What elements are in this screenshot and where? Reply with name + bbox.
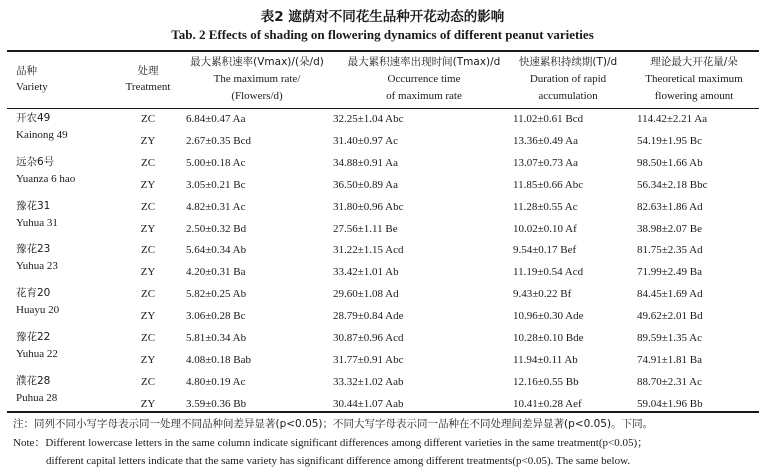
table-cell-treatment: ZC [140,244,156,256]
table-cell-treatment: ZC [140,113,156,125]
table-cell-duration: 9.43±0.22 Bf [513,288,572,300]
header-vmax-en2: (Flowers/d) [231,90,283,102]
note-en-line2: different capital letters indicate that the same variety has significant difference among different treatments(p<0.05). The same below. [46,455,631,467]
table-cell-treatment: ZY [140,266,156,278]
table-cell-theoretical: 114.42±2.21 Aa [637,113,708,125]
table-title-en: Tab. 2 Effects of shading on flowering dynamics of different peanut varieties [171,27,594,42]
table-cell-duration: 11.85±0.66 Abc [513,179,584,191]
table-cell-duration: 12.16±0.55 Bb [513,376,579,388]
table-cell-theoretical: 38.98±2.07 Be [637,223,703,235]
variety-name-en: Puhua 28 [16,392,58,404]
table-cell-vmax: 3.06±0.28 Bc [186,310,246,322]
variety-name-cn: 豫花22 [16,331,51,343]
table-cell-vmax: 4.82±0.31 Ac [186,201,246,213]
header-duration-en2: accumulation [538,90,598,102]
table-cell-theoretical: 82.63±1.86 Ad [637,201,703,213]
table-cell-treatment: ZY [140,310,156,322]
table-cell-theoretical: 74.91±1.81 Ba [637,354,703,366]
table-cell-tmax: 34.88±0.91 Aa [333,157,399,169]
table-cell-tmax: 33.32±1.02 Aab [333,376,404,388]
table-cell-tmax: 31.40±0.97 Ac [333,135,399,147]
table-cell-theoretical: 71.99±2.49 Ba [637,266,703,278]
table-cell-duration: 9.54±0.17 Bef [513,244,577,256]
table-cell-treatment: ZC [140,376,156,388]
header-vmax-en1: The maximum rate/ [213,73,301,85]
table-cell-treatment: ZY [140,354,156,366]
table-cell-duration: 11.02±0.61 Bcd [513,113,584,125]
header-duration-cn: 快速累积持续期(T)/d [518,56,618,68]
table-cell-vmax: 3.59±0.36 Bb [186,398,247,410]
variety-name-en: Kainong 49 [16,129,68,141]
note-en-line1: Note：Different lowercase letters in the same column indicate significant differences among different varieties in the same treatment(p<0.05)； [13,437,649,449]
table-cell-theoretical: 84.45±1.69 Ad [637,288,703,300]
table-cell-vmax: 2.67±0.35 Bcd [186,135,252,147]
variety-name-cn: 花育20 [16,287,51,299]
header-tmax-en2: of maximum rate [386,90,462,102]
header-tmax-cn: 最大累积速率出现时间(Tmax)/d [347,56,501,68]
table-cell-duration: 11.19±0.54 Acd [513,266,584,278]
table-cell-vmax: 4.08±0.18 Bab [186,354,252,366]
table-cell-theoretical: 59.04±1.96 Bb [637,398,703,410]
table-cell-treatment: ZY [140,179,156,191]
table-cell-theoretical: 54.19±1.95 Bc [637,135,703,147]
table-cell-vmax: 4.20±0.31 Ba [186,266,246,278]
header-variety-cn: 品种 [16,65,37,77]
variety-name-cn: 开农49 [16,112,51,124]
table-title-cn: 表2 遮荫对不同花生品种开花动态的影响 [260,9,505,25]
table-cell-treatment: ZC [140,157,156,169]
header-variety-en: Variety [16,81,48,93]
header-theoretical-en1: Theoretical maximum [645,73,743,85]
table-cell-tmax: 29.60±1.08 Ad [333,288,399,300]
table-cell-tmax: 36.50±0.89 Aa [333,179,399,191]
variety-name-en: Yuhua 23 [16,260,58,272]
header-tmax-en1: Occurrence time [387,73,461,85]
variety-name-en: Huayu 20 [16,304,60,316]
table-cell-tmax: 28.79±0.84 Ade [333,310,404,322]
table-cell-duration: 10.02±0.10 Af [513,223,577,235]
variety-name-en: Yuhua 22 [16,348,58,360]
table-cell-vmax: 5.82±0.25 Ab [186,288,247,300]
table-cell-tmax: 31.80±0.96 Abc [333,201,404,213]
variety-name-cn: 豫花31 [16,200,51,212]
table-cell-theoretical: 89.59±1.35 Ac [637,332,703,344]
table-cell-duration: 10.96±0.30 Ade [513,310,584,322]
table-cell-tmax: 31.77±0.91 Abc [333,354,404,366]
table-cell-duration: 10.41±0.28 Aef [513,398,582,410]
table-cell-duration: 13.07±0.73 Aa [513,157,579,169]
table-cell-vmax: 3.05±0.21 Bc [186,179,246,191]
table-cell-tmax: 30.44±1.07 Aab [333,398,404,410]
table-cell-tmax: 33.42±1.01 Ab [333,266,399,278]
table-cell-theoretical: 98.50±1.66 Ab [637,157,703,169]
table-cell-vmax: 4.80±0.19 Ac [186,376,246,388]
variety-name-cn: 远杂6号 [16,156,55,168]
header-treatment-en: Treatment [125,81,171,93]
table-cell-theoretical: 88.70±2.31 Ac [637,376,703,388]
note-cn: 注：同列不同小写字母表示同一处理不同品种间差异显著(p<0.05)；不同大写字母表示同一品种在不同处理间差异显著(p<0.05)。下同。 [13,418,654,430]
table-cell-treatment: ZC [140,201,156,213]
header-rule [7,108,759,109]
table-cell-vmax: 5.64±0.34 Ab [186,244,247,256]
table-cell-tmax: 32.25±1.04 Abc [333,113,404,125]
table-cell-duration: 11.94±0.11 Ab [513,354,578,366]
variety-name-cn: 豫花23 [16,243,51,255]
table-cell-tmax: 30.87±0.96 Acd [333,332,404,344]
table-cell-treatment: ZC [140,288,156,300]
table-cell-theoretical: 56.34±2.18 Bbc [637,179,708,191]
variety-name-en: Yuanza 6 hao [16,173,76,185]
table-cell-vmax: 5.81±0.34 Ab [186,332,247,344]
header-vmax-cn: 最大累积速率(Vmax)/(朵/d) [190,56,324,68]
bottom-rule [7,411,759,413]
header-theoretical-cn: 理论最大开花量/朵 [650,56,738,68]
table-cell-vmax: 2.50±0.32 Bd [186,223,247,235]
header-theoretical-en2: flowering amount [654,90,734,102]
variety-name-cn: 濮花28 [16,375,51,387]
table-cell-vmax: 6.84±0.47 Aa [186,113,246,125]
table-cell-duration: 13.36±0.49 Aa [513,135,579,147]
table-cell-treatment: ZY [140,398,156,410]
table-cell-treatment: ZY [140,135,156,147]
table-cell-vmax: 5.00±0.18 Ac [186,157,246,169]
table-cell-duration: 11.28±0.55 Ac [513,201,578,213]
table-cell-treatment: ZC [140,332,156,344]
table-cell-tmax: 31.22±1.15 Acd [333,244,404,256]
table-cell-theoretical: 81.75±2.35 Ad [637,244,703,256]
table-cell-tmax: 27.56±1.11 Be [333,223,398,235]
variety-name-en: Yuhua 31 [16,217,58,229]
header-treatment-cn: 处理 [137,65,159,77]
top-rule [7,50,759,52]
table-cell-duration: 10.28±0.10 Bde [513,332,584,344]
header-duration-en1: Duration of rapid [529,73,607,85]
table-cell-treatment: ZY [140,223,156,235]
table-cell-theoretical: 49.62±2.01 Bd [637,310,703,322]
